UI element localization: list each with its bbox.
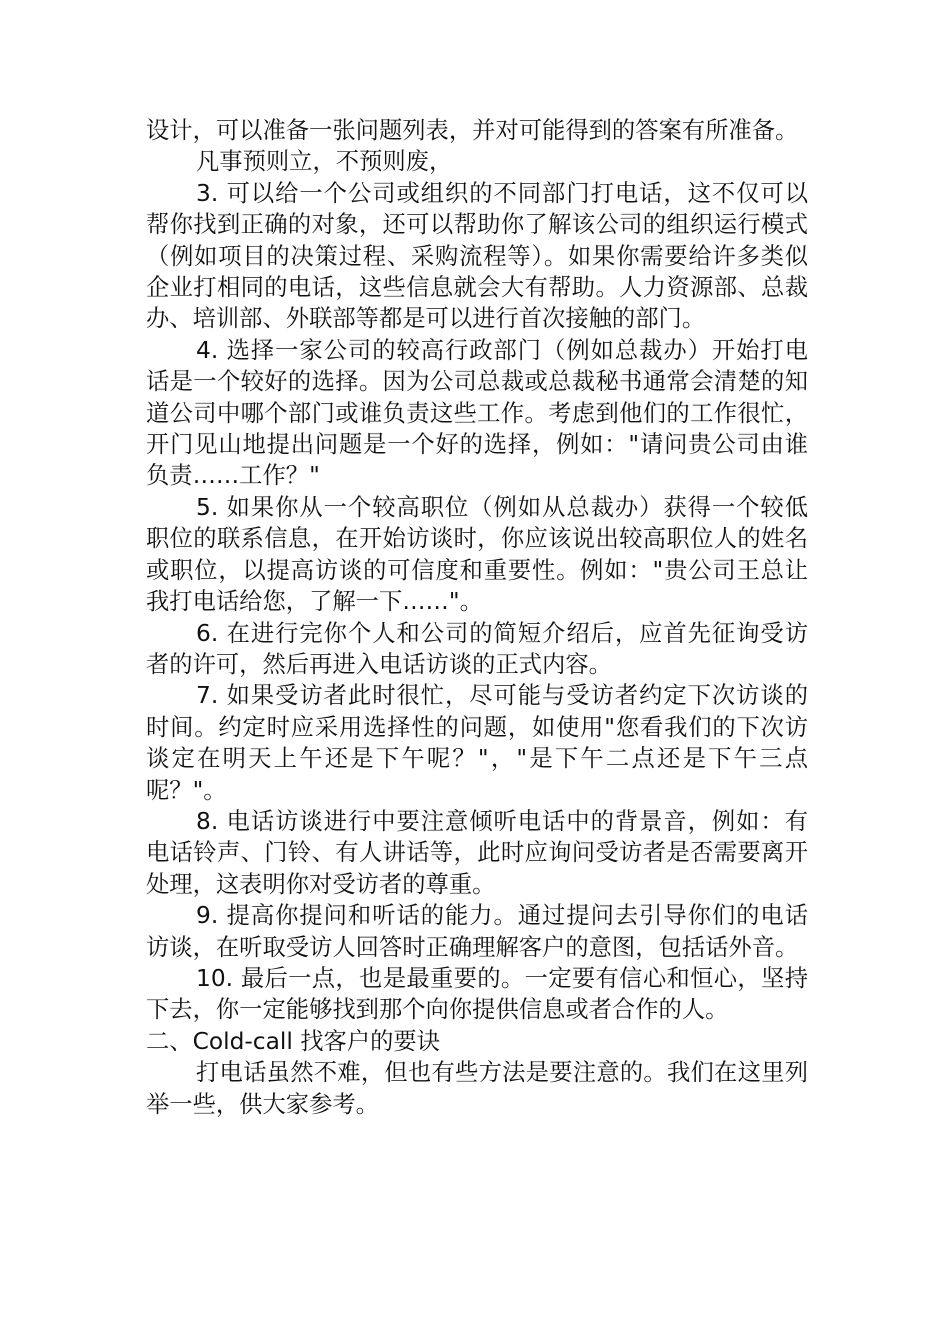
list-item-4 — [146, 335, 808, 492]
paragraph-text: 提高你提问和听话的能力。通过提问去引导你们的电话访谈，在听取受访人回答时正确理解客户的意图，包括话外音。 — [146, 902, 808, 961]
list-item-6 — [146, 618, 808, 681]
list-item-9 — [146, 900, 808, 963]
paragraph-text: 选择一家公司的较高行政部门（例如总裁办）开始打电话是一个较好的选择。因为公司总裁或总裁秘书通常会清楚的知道公司中哪个部门或谁负责这些工作。考虑到他们的工作很忙，开门见山地提出问题是一个好的选择，例如："请问贵公司由谁负责……工作？" — [146, 336, 808, 490]
paragraph-text: 可以给一个公司或组织的不同部门打电话，这不仅可以帮你找到正确的对象，还可以帮助你了解该公司的组织运行模式（例如项目的决策过程、采购流程等）。如果你需要给许多类似企业打相同的电话，这些信息就会大有帮助。人力资源部、总裁办、培训部、外联部等都是可以进行首次接触的部门。 — [146, 179, 808, 333]
list-item-number: 7. — [196, 682, 219, 710]
list-item-3 — [146, 178, 808, 335]
paragraph-text: 如果你从一个较高职位（例如从总裁办）获得一个较低职位的联系信息，在开始访谈时，你应该说出较高职位人的姓名或职位，以提高访谈的可信度和重要性。例如："贵公司王总让我打电话给您，了解一下……"。 — [146, 493, 808, 616]
list-item-10 — [146, 963, 808, 1026]
section-heading — [146, 1026, 808, 1057]
paragraph-text: 打电话虽然不难，但也有些方法是要注意的。我们在这里列举一些，供大家参考。 — [146, 1059, 808, 1118]
document-page — [146, 115, 808, 1120]
list-item-number: 8. — [196, 807, 219, 835]
paragraph-text: 最后一点，也是最重要的。一定要有信心和恒心，坚持下去，你一定能够找到那个向你提供信息或者合作的人。 — [146, 964, 808, 1024]
list-item-number: 10. — [196, 964, 234, 992]
paragraph-intro-continued — [146, 115, 808, 146]
paragraph-proverb — [146, 146, 808, 177]
paragraph-text: 电话访谈进行中要注意倾听电话中的背景音，例如：有电话铃声、门铃、有人讲话等，此时应询问受访者是否需要离开处理，这表明你对受访者的尊重。 — [146, 807, 808, 898]
list-item-number: 5. — [196, 493, 219, 521]
paragraph-text: 在进行完你个人和公司的简短介绍后，应首先征询受访者的许可，然后再进入电话访谈的正式内容。 — [146, 619, 808, 678]
list-item-number: 9. — [196, 902, 219, 930]
paragraph-text: 凡事预则立，不预则废， — [196, 148, 453, 176]
section-heading-text: 二、Cold-call 找客户的要诀 — [146, 1027, 440, 1055]
paragraph-text: 如果受访者此时很忙，尽可能与受访者约定下次访谈的时间。约定时应采用选择性的问题，如使用"您看我们的下次访谈定在明天上午还是下午呢？"，"是下午二点还是下午三点呢？"。 — [146, 682, 808, 804]
list-item-7 — [146, 680, 808, 806]
list-item-number: 4. — [196, 336, 219, 364]
list-item-8 — [146, 806, 808, 900]
paragraph-text: 设计，可以准备一张问题列表，并对可能得到的答案有所准备。 — [146, 117, 799, 144]
paragraph-section-intro — [146, 1057, 808, 1120]
list-item-number: 6. — [196, 619, 219, 647]
list-item-5 — [146, 492, 808, 618]
list-item-number: 3. — [196, 179, 219, 207]
